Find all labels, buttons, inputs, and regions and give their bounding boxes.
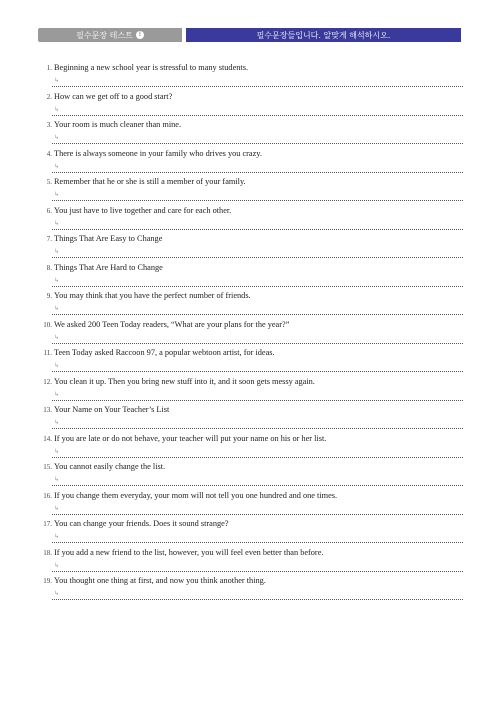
answer-line[interactable] (52, 161, 463, 173)
question-item (38, 377, 463, 406)
question-item (38, 291, 463, 320)
question-item (38, 576, 463, 605)
question-sentence: You may think that you have the perfect number of friends. (54, 291, 251, 300)
question-item (38, 519, 463, 548)
question-item (38, 462, 463, 491)
answer-line[interactable] (52, 560, 463, 572)
answer-arrow-icon: ↳ (54, 276, 60, 284)
answer-arrow-icon: ↳ (54, 134, 60, 141)
question-number: 14. (43, 434, 52, 443)
answer-arrow-icon: ↳ (54, 504, 60, 512)
answer-line[interactable] (52, 218, 463, 230)
question-item (38, 120, 463, 149)
answer-line[interactable] (52, 132, 463, 144)
answer-arrow-icon: ↳ (54, 162, 60, 170)
question-item (38, 177, 463, 206)
question-number: 3. (46, 121, 52, 129)
question-item (38, 234, 463, 263)
answer-line[interactable] (52, 503, 463, 515)
question-sentence: Beginning a new school year is stressful to many students. (54, 63, 249, 72)
question-list (38, 63, 463, 605)
question-number: 9. (46, 292, 52, 300)
question-item (38, 149, 463, 178)
answer-line[interactable] (52, 189, 463, 201)
question-line (38, 348, 463, 357)
question-sentence: You clean it up. Then you bring new stuff into it, and it soon gets messy again. (54, 376, 315, 386)
question-number: 10. (43, 320, 52, 329)
question-line (38, 405, 463, 414)
question-item (38, 63, 463, 92)
info-icon: ! (136, 31, 144, 39)
question-number: 17. (43, 520, 52, 528)
question-item (38, 206, 463, 235)
answer-arrow-icon: ↳ (54, 590, 60, 597)
instruction-banner (186, 28, 461, 42)
question-number: 8. (46, 263, 52, 272)
question-number: 12. (43, 377, 52, 386)
question-number: 6. (46, 206, 52, 215)
question-number: 7. (46, 235, 52, 243)
question-item (38, 434, 463, 463)
answer-line[interactable] (52, 332, 463, 344)
question-item (38, 491, 463, 520)
answer-arrow-icon: ↳ (54, 105, 60, 113)
answer-arrow-icon: ↳ (54, 305, 60, 312)
question-sentence: You can change your friends. Does it sound strange? (54, 519, 229, 528)
question-sentence: Things That Are Hard to Change (54, 262, 163, 272)
question-line (38, 234, 463, 243)
question-sentence: There is always someone in your family who drives you crazy. (54, 148, 262, 158)
answer-line[interactable] (52, 303, 463, 315)
answer-line[interactable] (52, 75, 463, 87)
answer-line[interactable] (52, 275, 463, 287)
question-number: 2. (46, 92, 52, 101)
question-number: 18. (43, 548, 52, 557)
question-sentence: Your room is much cleaner than mine. (54, 120, 182, 129)
question-line (38, 320, 463, 329)
question-number: 19. (43, 577, 52, 585)
answer-line[interactable] (52, 246, 463, 258)
worksheet-header (38, 28, 461, 42)
question-sentence: How can we get off to a good start? (54, 91, 173, 101)
question-line (38, 576, 463, 585)
question-line (38, 149, 463, 158)
answer-line[interactable] (52, 588, 463, 600)
question-line (38, 92, 463, 101)
question-line (38, 491, 463, 500)
answer-arrow-icon: ↳ (54, 77, 60, 84)
answer-arrow-icon: ↳ (54, 191, 60, 198)
test-title: 필수문장 테스트 (76, 30, 133, 40)
question-line (38, 177, 463, 186)
question-sentence: You cannot easily change the list. (54, 462, 166, 471)
question-number: 11. (43, 349, 52, 357)
answer-arrow-icon: ↳ (54, 533, 60, 540)
answer-arrow-icon: ↳ (54, 561, 60, 569)
answer-line[interactable] (52, 417, 463, 429)
question-number: 13. (43, 406, 52, 414)
question-number: 15. (43, 463, 52, 471)
question-sentence: If you add a new friend to the list, however, you will feel even better than before. (54, 547, 324, 557)
question-line (38, 548, 463, 557)
question-sentence: Things That Are Easy to Change (54, 234, 163, 243)
question-sentence: We asked 200 Teen Today readers, “What are your plans for the year?” (54, 319, 290, 329)
question-sentence: Your Name on Your Teacher’s List (54, 405, 170, 414)
question-number: 5. (46, 178, 52, 186)
question-sentence: If you change them everyday, your mom will not tell you one hundred and one times. (54, 490, 338, 500)
answer-line[interactable] (52, 104, 463, 116)
answer-arrow-icon: ↳ (54, 362, 60, 369)
question-sentence: You thought one thing at first, and now you think another thing. (54, 576, 266, 585)
question-item (38, 320, 463, 349)
question-line (38, 63, 463, 72)
question-sentence: If you are late or do not behave, your teacher will put your name on his or her list. (54, 433, 327, 443)
question-sentence: Teen Today asked Raccoon 97, a popular webtoon artist, for ideas. (54, 348, 275, 357)
answer-arrow-icon: ↳ (54, 333, 60, 341)
question-line (38, 519, 463, 528)
answer-arrow-icon: ↳ (54, 476, 60, 483)
answer-arrow-icon: ↳ (54, 390, 60, 398)
answer-arrow-icon: ↳ (54, 447, 60, 455)
question-number: 4. (46, 149, 52, 158)
answer-arrow-icon: ↳ (54, 219, 60, 227)
question-item (38, 348, 463, 377)
question-line (38, 291, 463, 300)
question-number: 1. (46, 64, 52, 72)
answer-arrow-icon: ↳ (54, 248, 60, 255)
question-sentence: You just have to live together and care for each other. (54, 205, 232, 215)
question-item (38, 92, 463, 121)
question-line (38, 263, 463, 272)
instruction-text: 필수문장들입니다. 알맞게 해석하시오. (256, 30, 391, 40)
answer-line[interactable] (52, 360, 463, 372)
answer-arrow-icon: ↳ (54, 419, 60, 426)
question-item (38, 263, 463, 292)
question-item (38, 405, 463, 434)
answer-line[interactable] (52, 531, 463, 543)
question-number: 16. (43, 491, 52, 500)
question-line (38, 462, 463, 471)
question-line (38, 434, 463, 443)
question-line (38, 206, 463, 215)
question-line (38, 120, 463, 129)
question-item (38, 548, 463, 577)
test-title-tab (38, 28, 182, 42)
question-sentence: Remember that he or she is still a member of your family. (54, 177, 246, 186)
answer-line[interactable] (52, 474, 463, 486)
question-line (38, 377, 463, 386)
answer-line[interactable] (52, 446, 463, 458)
answer-line[interactable] (52, 389, 463, 401)
